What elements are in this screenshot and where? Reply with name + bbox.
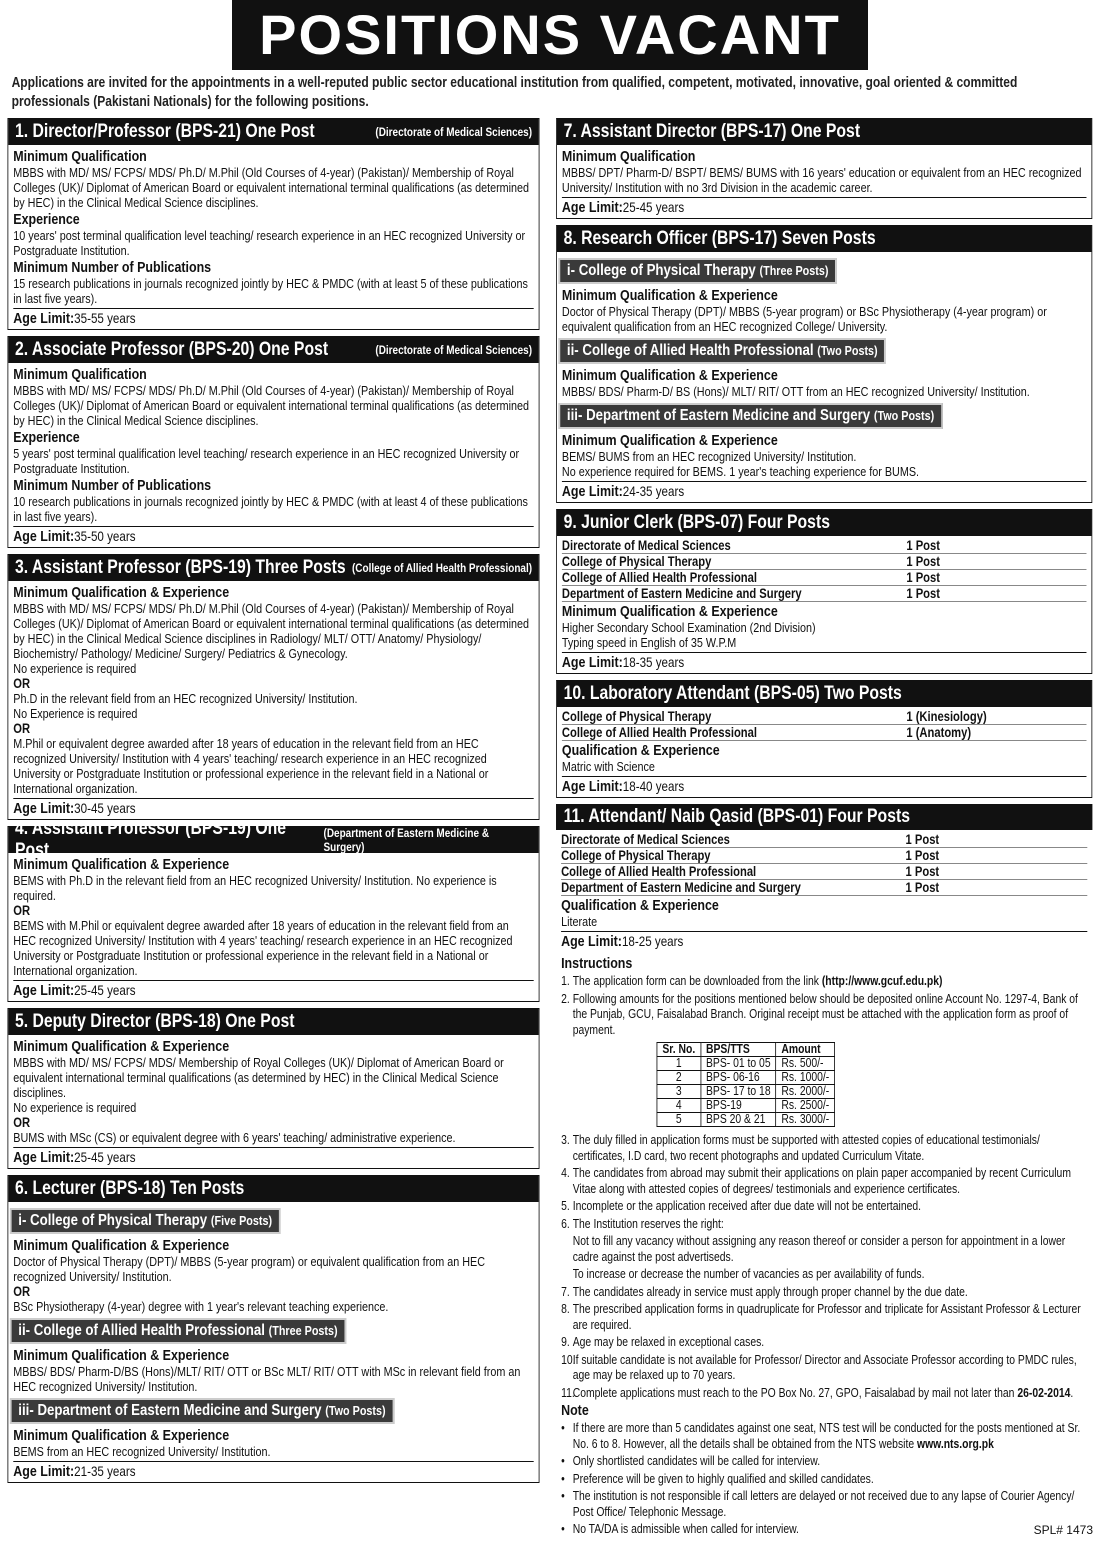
age-limit-value: 24-35 years [622,483,685,499]
age-limit [13,308,533,329]
position-section [7,818,539,1002]
requirement-text: Ph.D in the relevant field from an HEC recognized University/ Institution. [13,691,358,706]
sub-department-header [10,1208,280,1234]
requirement-heading: Qualification & Experience [561,897,719,914]
instruction-body: The prescribed application forms in quadruplicate for Professor and triplicate for Assistant Professor & Lecturer are required. [572,1302,1081,1332]
position-section [556,804,1092,1538]
note-text [573,1522,799,1538]
sub-department-posts: (Five Posts) [210,1213,273,1228]
requirement-text: MBBS/ DPT/ Pharm-D/ BSPT/ BEMS/ BUMS with 16 years' education or equivalent from an HEC recognized University/ Institution with no 3rd Division in the academic career. [561,165,1082,195]
position-section [7,118,539,330]
requirement-heading: Minimum Qualification [13,148,147,165]
post-count: 1 Post [906,554,940,569]
requirement-heading: Minimum Qualification & Experience [13,856,230,873]
requirement-text: Higher Secondary School Examination (2nd Division) [561,620,816,635]
requirement-text: M.Phil or equivalent degree awarded after 18 years of education in the relevant field from an HEC recognized University/ Institution with 4 years' teaching/ research experience in an HEC recognized University or Postgraduate Institution or professional experience in the relevant field in a National or International organization. [13,736,489,796]
sub-department-name: ii- College of Allied Health Professional [566,342,814,359]
fee-table-cell: BPS-19 [701,1099,776,1113]
fee-table-cell: Rs. 2000/- [776,1085,835,1099]
age-limit [562,776,1087,797]
age-limit-value: 30-45 years [74,800,136,816]
age-limit-label: Age Limit: [13,982,75,999]
age-limit-label: Age Limit: [561,483,623,500]
instruction-text [573,1353,1088,1384]
instruction-text [573,1386,1074,1402]
note-body: Preference will be given to highly qualified and skilled candidates. [572,1471,874,1486]
position-header [557,226,1092,252]
position-body [557,145,1092,218]
or-separator: OR [13,903,31,918]
note-body: Only shortlisted candidates will be called for interview. [572,1454,821,1468]
post-row [562,538,1087,554]
instruction-text [573,992,1088,1039]
fee-table [657,1042,836,1127]
sub-department-posts: (Three Posts) [759,263,829,278]
fee-table-row [657,1071,835,1085]
instruction-item [561,1386,1087,1402]
note-item [561,1421,1087,1452]
age-limit-label: Age Limit: [561,933,622,950]
sub-department-name: ii- College of Allied Health Professional [18,1322,265,1339]
instruction-text [573,1133,1088,1164]
position-title: 8. Research Officer (BPS-17) Seven Posts [563,228,876,249]
instruction-text [573,1335,764,1351]
instruction-body: Following amounts for the positions mentioned below should be deposited online Account No. 1297-4, Bank of the Punjab, GCU, Faisalabad Branch. Original receipt must be attached with the application form as proof of payment. [572,991,1078,1037]
post-row [561,848,1087,864]
requirement-text: MBBS/ BDS/ Pharm-D/BS (Hons)/MLT/ RIT/ OTT or BSc MLT/ RIT/ OTT with MSc in relevant field from an HEC recognized University/ Institution. [13,1364,521,1394]
post-row [561,832,1087,848]
sub-department-header [559,403,943,429]
age-limit-value: 25-45 years [74,982,136,998]
position-section [556,225,1092,503]
requirement-heading: Minimum Qualification & Experience [13,1038,230,1055]
fee-table-cell: Rs. 2500/- [776,1099,835,1113]
instruction-body: To increase or decrease the number of vacancies as per availability of funds. [572,1267,925,1281]
instruction-number: 1. [561,974,570,988]
fee-table-cell: Rs. 1000/- [776,1071,835,1085]
requirement-text: No experience is required [13,661,137,676]
requirement-heading: Minimum Number of Publications [13,259,212,276]
post-count: 1 Post [906,570,940,585]
position-body [557,536,1092,673]
age-limit [13,798,533,819]
sub-department-header [559,258,837,284]
age-limit-label: Age Limit: [561,654,623,671]
position-department: (College of Allied Health Professional) [351,561,533,575]
requirement-heading: Experience [13,211,80,228]
position-title: 4. Assistant Professor (BPS-19) One Post [14,818,287,861]
requirement-text: 10 research publications in journals recognized jointly by HEC & PMDC (with at least 4 of these publications in last five years). [13,494,528,524]
age-limit-value: 35-50 years [74,528,136,544]
instruction-body: Age may be relaxed in exceptional cases. [572,1335,765,1349]
age-limit-value: 35-55 years [74,310,136,326]
requirement-text: BSc Physiotherapy (4-year) degree with 1 year's relevant teaching experience. [13,1299,389,1314]
post-office: Department of Eastern Medicine and Surgery [561,880,801,895]
instruction-number [561,1267,573,1283]
requirement-text: MBBS with MD/ MS/ FCPS/ MDS/ Ph.D/ M.Phil (Old Courses of 4-year) (Pakistan)/ Membership of Royal Colleges (UK)/ Diplomat of American Board or equivalent international terminal qualifications (as determined by HEC) in the Clinical Medical Science disciplines. [13,165,530,210]
instruction-item [561,992,1087,1039]
note-text [573,1472,874,1488]
position-header [557,510,1092,536]
instruction-text [573,1217,724,1233]
age-limit-value: 18-25 years [621,933,684,949]
fee-table-header: Sr. No. [657,1043,701,1057]
position-header [8,555,538,581]
fee-table-cell: BPS- 01 to 05 [701,1057,776,1071]
post-office: Department of Eastern Medicine and Surgery [561,586,802,601]
position-title: 1. Director/Professor (BPS-21) One Post [14,121,315,142]
instruction-item [561,1133,1087,1164]
fee-table-cell: Rs. 3000/- [776,1113,835,1127]
position-title: 2. Associate Professor (BPS-20) One Post [14,339,329,360]
position-title: 9. Junior Clerk (BPS-07) Four Posts [563,512,830,533]
instruction-item [561,1166,1087,1197]
age-limit-label: Age Limit: [13,1149,75,1166]
post-office: College of Physical Therapy [561,709,712,724]
age-limit-label: Age Limit: [561,199,623,216]
age-limit [13,526,533,547]
page-title: POSITIONS VACANT [232,0,868,70]
instructions-heading: Instructions [561,955,633,972]
post-count: 1 (Kinesiology) [906,709,987,724]
note-text [573,1454,820,1470]
post-office: College of Physical Therapy [561,554,712,569]
bullet-icon: • [561,1471,565,1486]
requirement-heading: Minimum Qualification & Experience [13,1237,230,1254]
requirement-text: Matric with Science [561,759,655,774]
post-row [562,709,1087,725]
position-header [557,681,1092,707]
requirement-text: No Experience is required [13,706,138,721]
position-section [7,554,539,820]
post-row [561,880,1087,896]
instruction-number: 8. [561,1302,570,1316]
position-body [557,252,1092,502]
position-section [556,118,1092,219]
post-office: College of Allied Health Professional [561,725,757,740]
or-separator: OR [13,1284,31,1299]
requirement-text: No experience required for BEMS. 1 year's teaching experience for BUMS. [561,464,920,479]
position-body [8,1035,538,1168]
fee-table-row [657,1057,835,1071]
instruction-number: 9. [561,1335,570,1349]
requirement-text: MBBS with MD/ MS/ FCPS/ MDS/ Membership of Royal Colleges (UK)/ Diplomat of American Board or equivalent international terminal qualifications (as determined by HEC) in the Clinical Medical Science disciplines. [13,1055,504,1100]
instruction-item [561,1302,1087,1333]
age-limit-label: Age Limit: [13,310,75,327]
position-body [557,707,1092,797]
requirement-heading: Minimum Qualification & Experience [561,603,778,620]
post-row [562,586,1087,602]
sub-department-name: iii- Department of Eastern Medicine and Surgery [18,1402,322,1419]
requirement-text: No experience is required [13,1100,137,1115]
position-department: (Department of Eastern Medicine & Surgery) [323,826,490,854]
position-title: 11. Attendant/ Naib Qasid (BPS-01) Four Posts [563,806,910,827]
bullet-icon: • [561,1421,565,1435]
note-link: www.nts.org.pk [916,1436,994,1451]
age-limit [13,1147,533,1168]
position-header [8,1176,538,1202]
instruction-body: The duly filled in application forms must be supported with attested copies of educational testimonials/ certificates, I.D card, two recent photographs and updated Curriculum Vitate. [572,1133,1040,1163]
position-header [556,804,1092,830]
instruction-text [573,1302,1088,1333]
fee-table-cell: BPS- 17 to 18 [701,1085,776,1099]
sub-department-header [559,338,886,364]
position-title: 3. Assistant Professor (BPS-19) Three Posts [14,557,346,578]
age-limit-label: Age Limit: [13,1463,75,1480]
post-row [562,570,1087,586]
instruction-item [561,1335,1087,1351]
fee-table-header: BPS/TTS [701,1043,776,1057]
instruction-number: 11. [561,1385,575,1400]
requirement-heading: Minimum Qualification & Experience [561,367,778,384]
ad-reference: SPL# 1473 [1033,1523,1093,1537]
fee-table-row [657,1099,835,1113]
instruction-number: 10. [561,1352,576,1367]
post-count: 1 Post [905,848,940,863]
instruction-item [561,1285,1087,1301]
age-limit-label: Age Limit: [13,800,75,817]
age-limit-value: 18-35 years [622,654,685,670]
requirement-heading: Minimum Qualification & Experience [13,1347,230,1364]
or-separator: OR [13,721,31,736]
note-item [561,1522,1087,1538]
position-header [8,1009,538,1035]
age-limit-value: 18-40 years [622,778,685,794]
age-limit-label: Age Limit: [561,778,623,795]
position-title: 6. Lecturer (BPS-18) Ten Posts [14,1178,245,1199]
instruction-item [561,1199,1087,1215]
requirement-heading: Qualification & Experience [561,742,720,759]
requirement-text: BEMS from an HEC recognized University/ Institution. [13,1444,271,1459]
post-count: 1 Post [906,586,940,601]
intro-text: Applications are invited for the appointments in a well-reputed public sector educational institution from qualified, competent, motivated, innovative, goal oriented & committed professionals (Pakistani Nationals) for the following positions. [11,75,1018,110]
sub-department-posts: (Two Posts) [325,1403,386,1418]
post-row [562,725,1087,741]
post-count: 1 (Anatomy) [906,725,972,740]
age-limit [13,980,533,1001]
position-section [556,680,1092,798]
position-section [7,1008,539,1169]
post-office: Directorate of Medical Sciences [561,538,731,553]
instruction-body: The application form can be downloaded from the link [572,974,822,988]
post-row [561,864,1087,880]
requirement-heading: Minimum Qualification & Experience [561,432,778,449]
position-title: 7. Assistant Director (BPS-17) One Post [563,121,861,142]
or-separator: OR [13,1115,31,1130]
post-office: College of Allied Health Professional [561,570,757,585]
position-header [8,337,538,363]
instruction-number: 2. [561,991,570,1006]
left-column [7,118,539,1538]
instruction-text [573,1267,925,1283]
instruction-text [573,1285,968,1301]
instruction-suffix: . [1070,1385,1074,1400]
sub-department-name: i- College of Physical Therapy [566,262,756,279]
instruction-number: 3. [561,1133,570,1147]
position-department: (Directorate of Medical Sciences) [375,343,533,357]
note-text [573,1489,1088,1520]
position-section [556,509,1092,674]
instruction-body: Incomplete or the application received after due date will not be entertained. [572,1199,922,1213]
sub-department-header [10,1318,346,1344]
position-title: 10. Laboratory Attendant (BPS-05) Two Posts [563,683,902,704]
age-limit [562,481,1087,502]
post-count: 1 Post [905,880,940,895]
instruction-item [561,974,1087,990]
fee-table-row [657,1085,835,1099]
post-count: 1 Post [905,864,940,879]
requirement-text: BEMS with Ph.D in the relevant field from an HEC recognized University/ Institution. No experience is required. [13,873,497,903]
requirement-text: BEMS with M.Phil or equivalent degree awarded after 18 years of education in the relevant field from an HEC recognized University/ Institution with 4 years' teaching/ research experience in an HEC recognized University or Postgraduate Institution or professional experience in the relevant field in a National or International organization. [13,918,513,978]
fee-table-cell: 2 [657,1071,701,1085]
requirement-heading: Minimum Qualification & Experience [561,287,778,304]
position-body [8,1202,538,1482]
instruction-number: 7. [561,1284,570,1299]
requirement-heading: Minimum Number of Publications [13,477,212,494]
requirement-text: Doctor of Physical Therapy (DPT)/ MBBS (5-year program) or equivalent qualification from an HEC recognized University/ Institution. [13,1254,486,1284]
instruction-item [561,1353,1087,1384]
note-heading: Note [561,1402,589,1419]
requirement-heading: Minimum Qualification [13,366,147,383]
instruction-item [561,1217,1087,1233]
requirement-text: MBBS with MD/ MS/ FCPS/ MDS/ Ph.D/ M.Phil (Old Courses of 4-year) (Pakistan)/ Membership of Royal Colleges (UK)/ Diplomat of American Board or equivalent international terminal qualifications (as determined by HEC) in the Clinical Medical Science disciplines. [13,383,530,428]
sub-department-header [10,1398,394,1424]
instruction-emphasis: 26-02-2014 [1017,1385,1071,1400]
instruction-number: 5. [561,1199,570,1213]
instruction-item [561,1267,1087,1283]
sub-department-name: iii- Department of Eastern Medicine and Surgery [566,407,871,424]
position-body [556,830,1092,1538]
requirement-text: 15 research publications in journals recognized jointly by HEC & PMDC (with at least 5 of these publications in last five years). [13,276,528,306]
note-body: If there are more than 5 candidates against one seat, NTS test will be conducted for the posts mentioned at Sr. No. 6 to 8. However, all the details shall be obtained from the NTS website [572,1421,1081,1451]
fee-table-cell: 3 [657,1085,701,1099]
fee-table-cell: 4 [657,1099,701,1113]
post-office: College of Allied Health Professional [561,864,757,879]
post-count: 1 Post [906,538,940,553]
instruction-body: The Institution reserves the right: [572,1216,724,1231]
instruction-body: Not to fill any vacancy without assigning any reason thereof or consider a person for appointment in a lower cadre against the post advertiseds. [572,1234,1066,1264]
bullet-icon: • [561,1454,565,1468]
position-body [8,853,538,1001]
position-section [7,336,539,548]
requirement-text: Typing speed in English of 35 W.P.M [561,635,737,650]
note-body: The institution is not responsible if call letters are delayed or not received due to any lapse of Courier Agency/ Post Office/ Telephonic Message. [572,1489,1075,1519]
note-item [561,1489,1087,1520]
instruction-item [561,1234,1087,1265]
requirement-text: 10 years' post terminal qualification level teaching/ research experience in an HEC recognized University or Postgraduate Institution. [13,228,526,258]
sub-department-name: i- College of Physical Therapy [18,1212,208,1229]
requirement-text: BEMS/ BUMS from an HEC recognized University/ Institution. [561,449,857,464]
age-limit-value: 25-45 years [74,1149,136,1165]
instruction-text [573,974,943,990]
fee-table-cell: Rs. 500/- [776,1057,835,1071]
age-limit [561,931,1087,952]
position-title: 5. Deputy Director (BPS-18) One Post [14,1011,295,1032]
instruction-text [573,1166,1088,1197]
sub-department-posts: (Two Posts) [873,408,935,423]
instructions [561,952,1087,1538]
requirement-text: 5 years' post terminal qualification level teaching/ research experience in an HEC recognized University or Postgraduate Institution. [13,446,520,476]
instruction-body: The candidates from abroad may submit their applications on plain paper accompanied by recent Curriculum Vitae along with attested copies of degrees/ testimonials and experience certificates. [572,1166,1071,1196]
instruction-number [561,1234,573,1265]
fee-table-cell: 5 [657,1113,701,1127]
requirement-text: BUMS with MSc (CS) or equivalent degree with 6 years' teaching/ administrative experience. [13,1130,456,1145]
post-office: College of Physical Therapy [561,848,711,863]
instruction-number: 4. [561,1166,570,1180]
sub-department-posts: (Two Posts) [817,343,878,358]
instruction-text [573,1234,1088,1265]
position-body [8,581,538,819]
position-header [8,119,538,145]
requirement-heading: Experience [13,429,80,446]
instruction-body: If suitable candidate is not available for Professor/ Director and Associate Professor according to PMDC rules, age may be relaxed up to 70 years. [572,1352,1077,1382]
fee-table-cell: 1 [657,1057,701,1071]
right-column [556,118,1092,1538]
note-body: No TA/DA is admissible when called for interview. [572,1522,799,1536]
post-office: Directorate of Medical Sciences [561,832,730,847]
position-header [8,818,538,861]
age-limit [562,652,1087,673]
position-body [8,145,538,329]
bullet-icon: • [561,1489,565,1503]
requirement-heading: Minimum Qualification [561,148,696,165]
requirement-text: MBBS/ BDS/ Pharm-D/ BS (Hons)/ MLT/ RIT/ OTT from an HEC recognized University/ Institution. [561,384,1030,399]
sub-department-posts: (Three Posts) [268,1323,338,1338]
instruction-body: Complete applications must reach to the PO Box No. 27, GPO, Faisalabad by mail not later than [572,1385,1018,1400]
post-count: 1 Post [905,832,940,847]
instruction-number: 6. [561,1216,570,1231]
or-separator: OR [13,676,31,691]
position-body [8,363,538,547]
requirement-text: Doctor of Physical Therapy (DPT)/ MBBS (5-year program) or BSc Physiotherapy (4-year program) or equivalent qualification from an HEC recognized College/ University. [561,304,1047,334]
requirement-heading: Minimum Qualification & Experience [13,1427,230,1444]
age-limit-value: 25-45 years [622,199,685,215]
requirement-text: Literate [561,914,598,929]
position-header [557,119,1092,145]
age-limit-label: Age Limit: [13,528,75,545]
requirement-text: MBBS with MD/ MS/ FCPS/ MDS/ Ph.D/ M.Phil (Old Courses of 4-year) (Pakistan)/ Membership of Royal Colleges (UK)/ Diplomat of American Board or equivalent international terminal qualifications (as determined by HEC) in the Clinical Medical Science disciplines in Radiology/ MLT/ OTT/ Anatomy/ Physiology/ Biochemistry/ Pathology/ Medicine/ Surgery/ Pediatrics & Gynecology. [13,601,530,661]
instruction-body: The candidates already in service must apply through proper channel by the due date. [572,1284,968,1299]
age-limit-value: 21-35 years [74,1463,136,1479]
fee-table-cell: BPS- 06-16 [701,1071,776,1085]
age-limit [13,1461,533,1482]
fee-table-cell: BPS 20 & 21 [701,1113,776,1127]
note-item [561,1454,1087,1470]
position-section [7,1175,539,1483]
note-item [561,1472,1087,1488]
note-text [573,1421,1088,1452]
instruction-emphasis: (http://www.gcuf.edu.pk) [821,974,943,988]
bullet-icon: • [561,1522,565,1536]
age-limit [562,197,1087,218]
fee-table-row [657,1113,835,1127]
requirement-heading: Minimum Qualification & Experience [13,584,230,601]
post-row [562,554,1087,570]
position-department: (Directorate of Medical Sciences) [375,125,533,139]
instruction-text [573,1199,921,1215]
fee-table-header: Amount [776,1043,835,1057]
